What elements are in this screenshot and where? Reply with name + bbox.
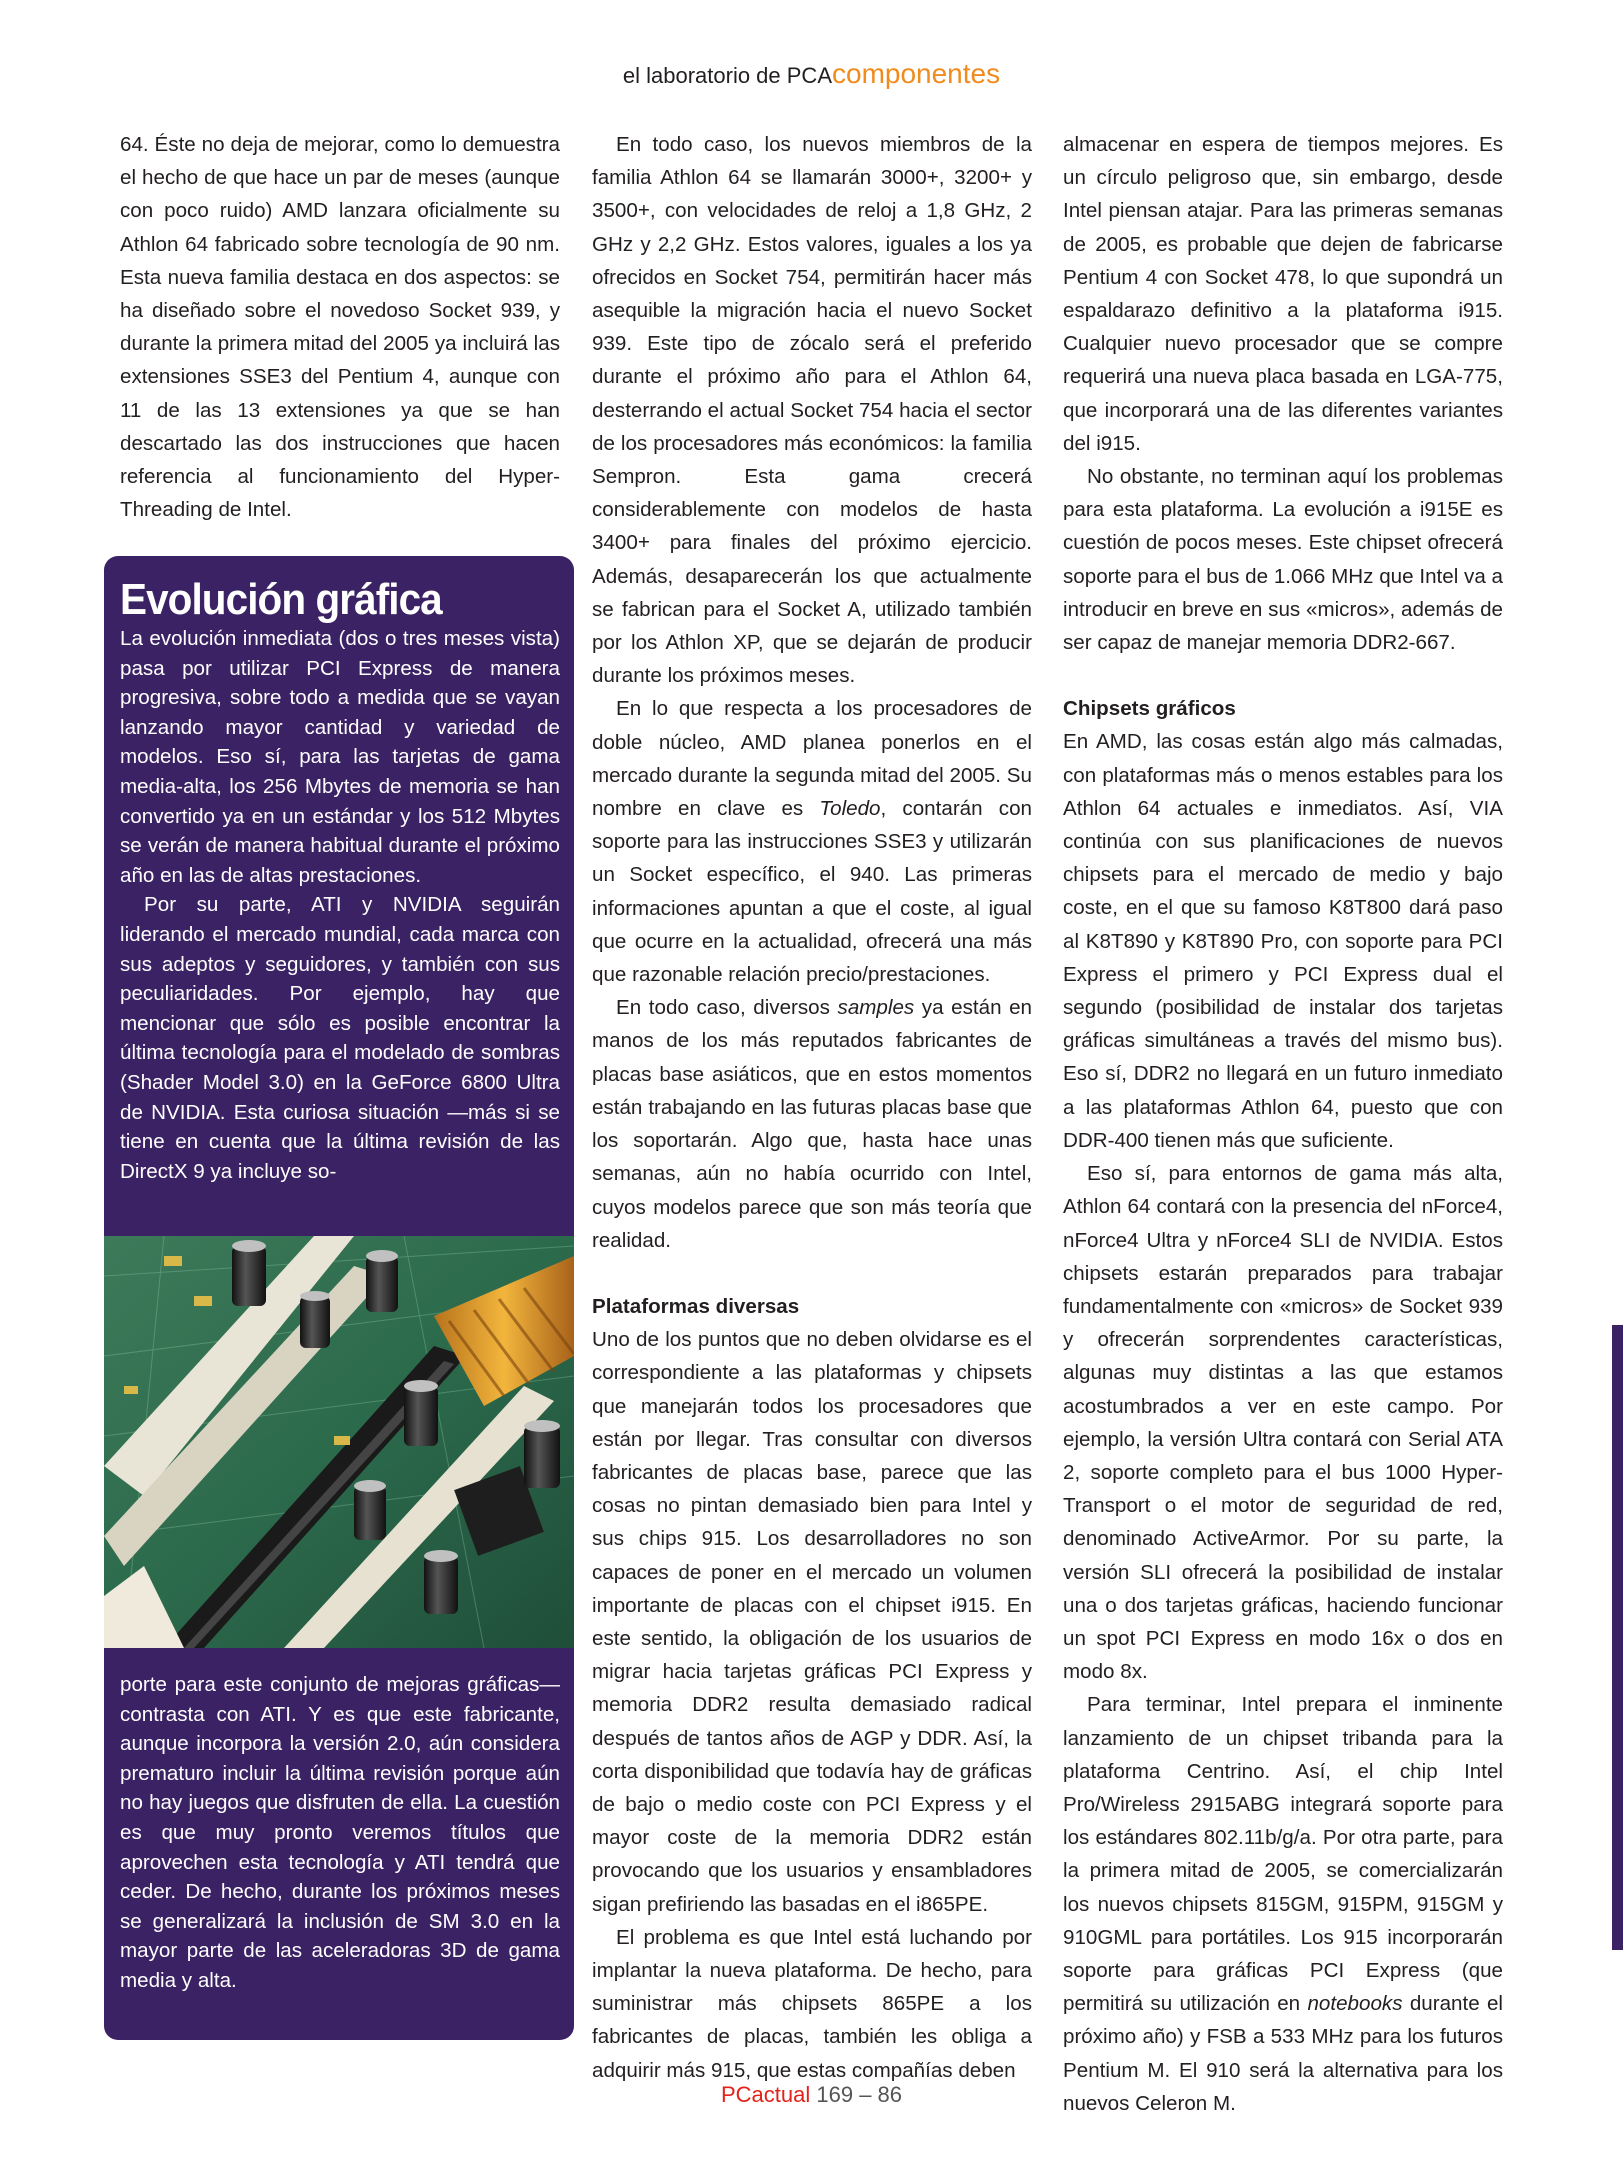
header-section: componentes <box>832 58 1001 89</box>
sidebar-text-bottom <box>120 1670 560 1996</box>
sidebar-text-top <box>120 624 560 1186</box>
sidebar-box <box>104 556 574 2040</box>
page-edge-tab <box>1612 1325 1623 1950</box>
body-paragraph: almacenar en espera de tiempos mejores. Es un círculo peligroso que, sin embargo, desde Intel piensan atajar. Para las primeras semanas de 2005, es probable que dejen de fabricarse Pentium 4 con Socket 478, lo que supondrá un espaldarazo definitivo a la plataforma i915. Cualquier nuevo procesador que se compre requerirá una nueva placa basada en LGA-775, que incorporará una de las diferentes variantes del i915. <box>1063 133 1503 455</box>
page-number: 169 – 86 <box>810 2082 903 2107</box>
column-2 <box>592 128 1032 2087</box>
body-paragraph: En todo caso, los nuevos miembros de la familia Athlon 64 se llamarán 3000+, 3200+ y 3500+, con velocidades de reloj a 1,8 GHz, 2 GHz y 2,2 GHz. Estos valores, iguales a los ya ofrecidos en Socket 754, permitirán hacer más asequible la migración hacia el nuevo Socket 939. Este tipo de zócalo será el preferido durante el próximo año para el Athlon 64, desterrando el actual Socket 754 hacia el sector de los procesadores más económicos: la familia Sempron. Esta gama crecerá considerablemente con modelos de hasta 3400+ para finales del próximo ejercicio. Además, desaparecerán los que actualmente se fabrican para el Socket A, utilizado también por los Athlon XP, que se dejarán de producir durante los próximos meses. <box>592 133 1032 688</box>
header-prefix: el laboratorio de PCA <box>622 63 832 88</box>
body-paragraph: Para terminar, Intel prepara el inminente lanzamiento de un chipset tribanda para la plataforma Centrino. Así, el chip Intel Pro/Wireless 2915ABG integrará soporte para los estándares 802.11b/g/a. Por otra parte, para la primera mitad de 2005, se comercializarán los nuevos chipsets 815GM, 915PM, 915GM y 910GML para portátiles. Los 915 incorporarán soporte para gráficas PCI Express (que permitirá su utilización en notebooks durante el próximo año) y FSB a 533 MHz para los futuros Pentium M. El 910 será la alternativa para los nuevos Celeron M. <box>1063 1693 1503 2115</box>
column-3 <box>1063 128 1503 2120</box>
body-paragraph: No obstante, no terminan aquí los problemas para esta plataforma. La evolución a i915E es cuestión de pocos meses. Este chipset ofrecerá soporte para el bus de 1.066 MHz que Intel va a introducir en breve en sus «micros», además de ser capaz de manejar memoria DDR2-667. <box>1063 465 1503 655</box>
section-heading: Chipsets gráficos <box>1063 697 1236 721</box>
sidebar-paragraph: La evolución inmediata (dos o tres meses vista) pasa por utilizar PCI Express de manera progresiva, sobre todo a medida que se vayan lanzando mayor cantidad y variedad de modelos. Eso sí, para las tarjetas de gama media-alta, los 256 Mbytes de memoria se han convertido ya en un estándar y los 512 Mbytes se verán de manera habitual durante el próximo año en las de altas prestaciones. <box>120 627 560 887</box>
column-1 <box>120 128 560 526</box>
body-paragraph: Eso sí, para entornos de gama más alta, Athlon 64 contará con la presencia del nForce4, nForce4 Ultra y nForce4 SLI de NVIDIA. Estos chipsets estarán preparados para trabajar fundamentalmente con «micros» de Socket 939 y ofrecerán sorprendentes características, algunas muy distintas a las que estamos acostumbrados a ver en este campo. Por ejemplo, la versión Ultra contará con Serial ATA 2, soporte completo para el bus 1000 Hyper-Transport o el motor de seguridad de red, denominado ActiveArmor. Por su parte, la versión SLI ofrecerá la posibilidad de instalar una o dos tarjetas gráficas, haciendo funcionar un spot PCI Express en modo 16x o dos en modo 8x. <box>1063 1162 1503 1684</box>
body-paragraph: Uno de los puntos que no deben olvidarse es el correspondiente a las plataformas y chipsets que manejarán todos los procesadores que están por llegar. Tras consultar con diversos fabricantes de placas base, parece que las cosas no pintan demasiado bien para Intel y sus chips 915. Los desarrolladores no son capaces de poner en el mercado un volumen importante de placas con el chipset i915. En este sentido, la obligación de los usuarios de migrar hacia tarjetas gráficas PCI Express y memoria DDR2 resulta demasiado radical después de tantos años de AGP y DDR. Así, la corta disponibilidad que todavía hay de gráficas de bajo o medio coste con PCI Express y el mayor coste de la memoria DDR2 están provocando que los usuarios y ensambladores sigan prefiriendo las basadas en el i865PE. <box>592 1328 1032 1916</box>
page-footer <box>0 2082 1623 2108</box>
body-paragraph: En lo que respecta a los procesadores de doble núcleo, AMD planea ponerlos en el mercado durante la segunda mitad del 2005. Su nombre en clave es Toledo, contarán con soporte para las instrucciones SSE3 y utilizarán un Socket específico, el 940. Las primeras informaciones apuntan a que el coste, al igual que ocurre en la actualidad, ofrecerá una más que razonable relación precio/prestaciones. <box>592 697 1032 987</box>
running-header <box>0 58 1623 90</box>
sidebar-paragraph: Por su parte, ATI y NVIDIA seguirán liderando el mercado mundial, cada marca con sus adeptos y seguidores, y también con sus peculiaridades. Por ejemplo, hay que mencionar que sólo es posible encontrar la última tecnología para el modelado de sombras (Shader Model 3.0) en la GeForce 6800 Ultra de NVIDIA. Esta curiosa situación —más si se tiene en cuenta que la última revisión de las DirectX 9 ya incluye so- <box>120 893 560 1183</box>
section-heading: Plataformas diversas <box>592 1294 800 1318</box>
sidebar-title: Evolución gráfica <box>120 575 442 624</box>
body-paragraph: 64. Éste no deja de mejorar, como lo demuestra el hecho de que hace un par de meses (aunque con poco ruido) AMD lanzara oficialmente su Athlon 64 fabricado sobre tecnología de 90 nm. Esta nueva familia destaca en dos aspectos: se ha diseñado sobre el novedoso Socket 939, y durante la primera mitad del 2005 ya incluirá las extensiones SSE3 del Pentium 4, aunque con 11 de las 13 extensiones ya que se han descartado las dos instrucciones que hacen referencia al funcionamiento del Hyper-Threading de Intel. <box>120 133 560 522</box>
body-paragraph: El problema es que Intel está luchando por implantar la nueva plataforma. De hecho, para suministrar más chipsets 865PE a los fabricantes de placas, también les obliga a adquirir más 915, que estas compañías deben <box>592 1925 1032 2082</box>
motherboard-photo <box>104 1236 574 1648</box>
magazine-brand: PCactual <box>720 2082 811 2107</box>
body-paragraph: En todo caso, diversos samples ya están en manos de los más reputados fabricantes de placas base asiáticos, que en estos momentos están trabajando en las futuras placas base que los soportarán. Algo que, hasta hace unas semanas, aún no había ocurrido con Intel, cuyos modelos parece que son más teoría que realidad. <box>592 996 1033 1252</box>
body-paragraph: En AMD, las cosas están algo más calmadas, con plataformas más o menos estables para los Athlon 64 actuales e inmediatos. Así, VIA continúa con sus planificaciones de nuevos chipsets para el mercado de medio y bajo coste, en el que su famoso K8T800 dará paso al K8T890 y K8T890 Pro, con soporte para PCI Express el primero y PCI Express dual el segundo (posibilidad de instalar dos tarjetas gráficas simultáneas a través del mismo bus). Eso sí, DDR2 no llegará en un futuro inmediato a las plataformas Athlon 64, puesto que con DDR-400 tienen más que suficiente. <box>1063 730 1503 1152</box>
sidebar-paragraph: porte para este conjunto de mejoras gráficas— contrasta con ATI. Y es que este fabricante, aunque incorpora la versión 2.0, aún considera prematuro incluir la última revisión porque aún no hay juegos que disfruten de ella. La cuestión es que muy pronto veremos títulos que aprovechen esta tecnología y ATI tendrá que ceder. De hecho, durante los próximos meses se generalizará la inclusión de SM 3.0 en la mayor parte de las aceleradoras 3D de gama media y alta. <box>120 1673 560 1992</box>
